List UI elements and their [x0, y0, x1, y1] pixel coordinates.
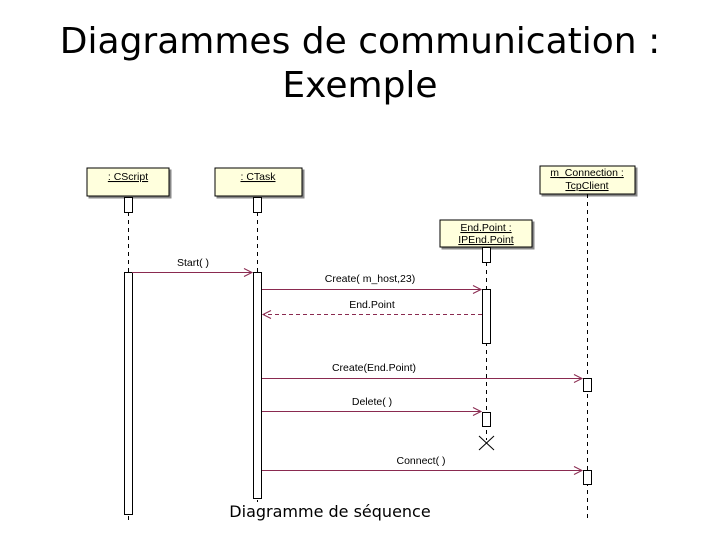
title-line-2: Exemple — [282, 65, 438, 106]
activation-endpoint-delete — [483, 413, 491, 427]
activation-endpoint-create — [483, 290, 491, 344]
diagram-caption — [0, 502, 660, 521]
message-create-connection-label: Create(End.Point) — [331, 362, 417, 374]
object-endpoint-label-2: IPEnd.Point — [458, 234, 514, 246]
object-endpoint — [440, 220, 532, 247]
title-line-1: Diagrammes de communication : — [59, 21, 661, 62]
activation-endpoint-initial — [483, 248, 491, 263]
object-cscript — [87, 168, 169, 196]
activation-ctask-initial — [254, 198, 262, 213]
object-connection-label-2: TcpClient — [565, 180, 609, 192]
message-delete-label: Delete( ) — [351, 396, 393, 408]
object-ctask-label: : CTask — [240, 171, 276, 183]
message-endpoint-return-label: End.Point — [349, 299, 395, 311]
object-ctask — [215, 168, 302, 196]
message-create-endpoint-label: Create( m_host,23) — [324, 273, 416, 285]
message-start-label: Start( ) — [176, 257, 210, 269]
activation-ctask — [254, 273, 262, 499]
diagram-caption-text: Diagramme de séquence — [229, 502, 431, 521]
object-cscript-label: : CScript — [107, 171, 149, 183]
activation-cscript-initial — [125, 198, 133, 213]
message-connect-label: Connect( ) — [396, 455, 446, 467]
activation-cscript — [125, 273, 133, 515]
object-connection-label-1: m_Connection : — [550, 167, 624, 179]
activation-connection-connect — [584, 471, 592, 485]
object-connection — [540, 166, 635, 194]
activation-connection-create — [584, 379, 592, 392]
object-endpoint-label-1: End.Point : — [460, 222, 512, 234]
